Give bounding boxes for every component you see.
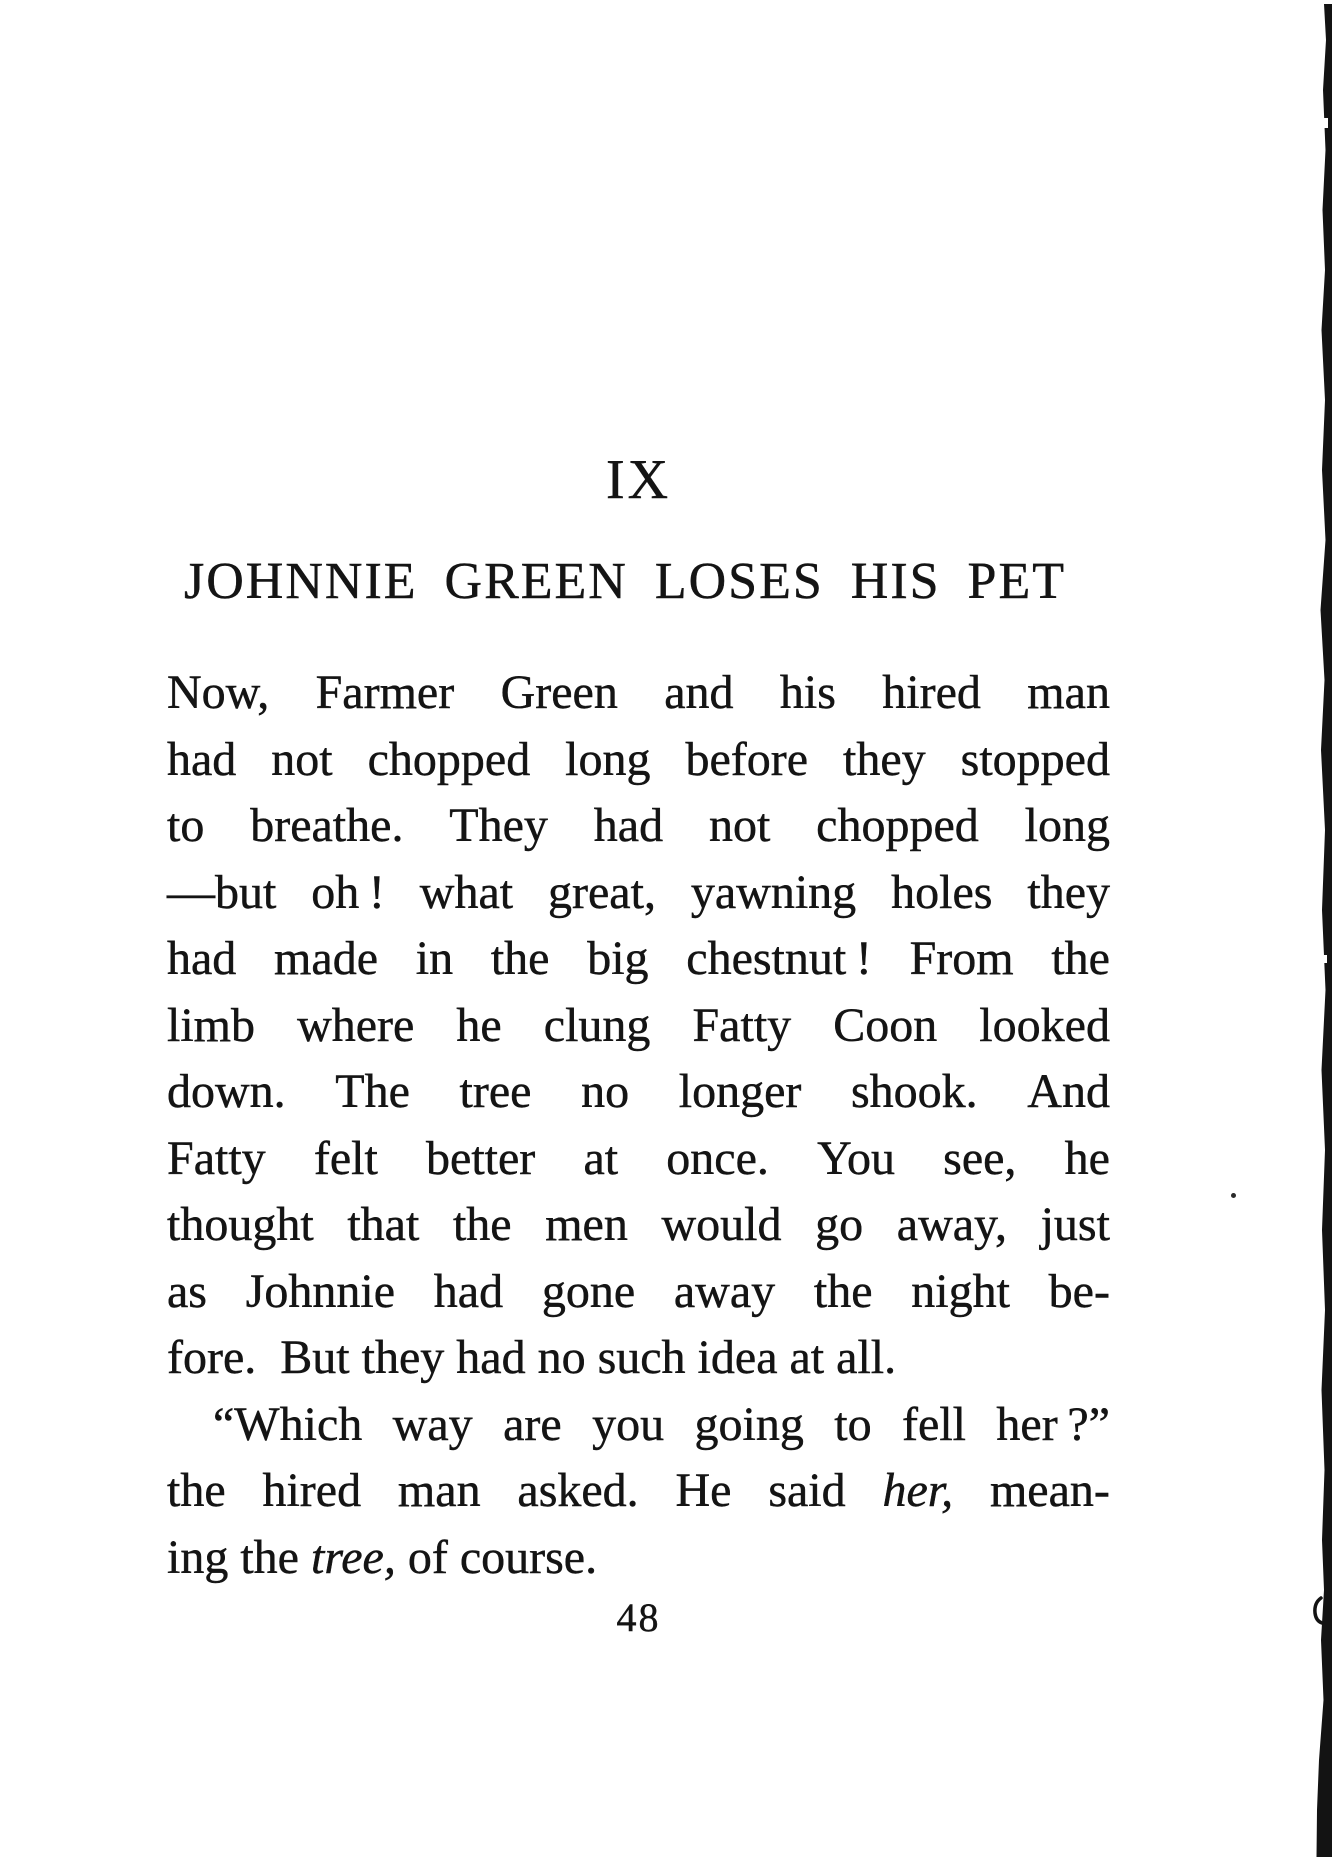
- text-line: ing the tree, of course.: [167, 1530, 598, 1584]
- text-line: Fatty felt better at once. You see, he: [167, 1131, 1110, 1185]
- text-line: the hired man asked. He said her, mean-: [167, 1464, 1110, 1517]
- chapter-title: JOHNNIE GREEN LOSES HIS PET: [184, 553, 1066, 610]
- text-line: fore. But they had no such idea at all.: [167, 1331, 897, 1384]
- text-line: “Which way are you going to fell her ?”: [213, 1397, 1110, 1451]
- ink-speck: [1231, 1193, 1236, 1198]
- text-line: had made in the big chestnut ! From the: [167, 932, 1110, 985]
- text-line: as Johnnie had gone away the night be-: [167, 1264, 1110, 1318]
- text-line: down. The tree no longer shook. And: [167, 1065, 1110, 1118]
- scan-hook-mark: [1315, 1598, 1322, 1623]
- text-line: —but oh ! what great, yawning holes they: [167, 865, 1110, 919]
- text-line: to breathe. They had not chopped long: [167, 799, 1110, 852]
- text-line: Now, Farmer Green and his hired man: [167, 666, 1110, 719]
- chapter-number: IX: [605, 449, 672, 511]
- binding-scan-line: [1312, 0, 1332, 1857]
- text-line: limb where he clung Fatty Coon looked: [167, 998, 1110, 1052]
- text-line: had not chopped long before they stopped: [167, 732, 1110, 786]
- page-number: 48: [616, 1595, 661, 1640]
- text-line: thought that the men would go away, just: [167, 1198, 1110, 1251]
- body-text: [167, 660, 1110, 1591]
